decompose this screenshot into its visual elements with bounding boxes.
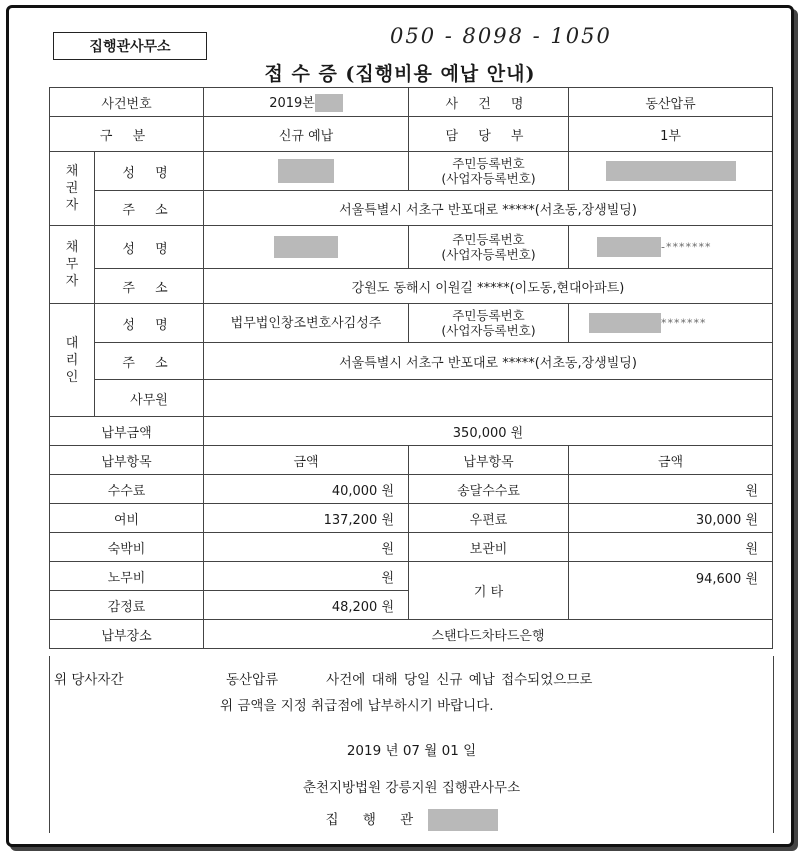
creditor-address-row (50, 191, 773, 226)
id-label-line1: 주민등록번호 (452, 308, 525, 323)
id-label-line2: (사업자등록번호) (441, 323, 536, 338)
place-value: 스탠다드차타드은행 (204, 620, 773, 649)
dept-value: 1부 (569, 117, 773, 152)
case-name-value: 동산압류 (569, 88, 773, 117)
redaction-box (428, 809, 498, 831)
payment-row-lodging (50, 533, 773, 562)
other-value: 94,600 원 (569, 562, 773, 620)
creditor-name-cell (204, 152, 409, 191)
debtor-address-label: 주 소 (95, 269, 204, 304)
item-header-2: 납부항목 (409, 446, 569, 475)
agent-staff-row (50, 380, 773, 417)
place-label: 납부장소 (50, 620, 204, 649)
agent-address-value: 서울특별시 서초구 반포대로 *****(서초동,장생빌딩) (204, 343, 773, 380)
case-number-cell (204, 88, 409, 117)
payment-place-row (50, 620, 773, 649)
payment-header-row (50, 446, 773, 475)
creditor-id-cell (569, 152, 773, 191)
id-label-line1: 주민등록번호 (452, 232, 525, 247)
appraisal-label: 감정료 (50, 591, 204, 620)
redaction-box (597, 237, 661, 257)
other-label: 기 타 (409, 562, 569, 620)
agent-staff-label: 사무원 (95, 380, 204, 417)
postage-label: 우편료 (409, 504, 569, 533)
agent-group-label: 대 리 인 (50, 304, 95, 417)
redaction-box (274, 236, 338, 258)
dept-label: 담 당 부 (409, 117, 569, 152)
debtor-group-label: 채 무 자 (50, 226, 95, 304)
agent-name-label: 성 명 (95, 304, 204, 343)
agent-address-label: 주 소 (95, 343, 204, 380)
redaction-box (589, 313, 661, 333)
payment-row-fee (50, 475, 773, 504)
notice-case-name: 동산압류 (226, 672, 279, 688)
id-label-line1: 주민등록번호 (452, 156, 525, 171)
debtor-name-row (50, 226, 773, 269)
debtor-address-value: 강원도 동해시 이원길 *****(이도동,현대아파트) (204, 269, 773, 304)
id-label-line2: (사업자등록번호) (441, 247, 536, 262)
labor-value: 원 (204, 562, 409, 591)
agent-staff-value (204, 380, 773, 417)
lodging-label: 숙박비 (50, 533, 204, 562)
creditor-address-label: 주 소 (95, 191, 204, 226)
agent-name-value: 법무법인창조변호사김성주 (204, 304, 409, 343)
notice-line-1 (226, 668, 592, 688)
debtor-id-label (409, 226, 569, 269)
officer-line (50, 808, 773, 831)
payment-row-labor (50, 562, 773, 591)
case-number-label: 사건번호 (50, 88, 204, 117)
document-title: 접 수 증 (집행비용 예납 안내) (264, 63, 536, 85)
fee-value: 40,000 원 (204, 475, 409, 504)
issue-date: 2019 년 07 월 01 일 (346, 743, 477, 759)
case-row-1 (50, 88, 773, 117)
storage-value: 원 (569, 533, 773, 562)
notice-line-2: 위 금액을 지정 취급점에 납부하시기 바랍니다. (220, 698, 494, 714)
payment-row-travel (50, 504, 773, 533)
creditor-group-label: 채 권 자 (50, 152, 95, 226)
total-row (50, 417, 773, 446)
case-number-value: 2019본 (269, 95, 315, 111)
item-header-1: 납부항목 (50, 446, 204, 475)
delivery-fee-value: 원 (569, 475, 773, 504)
lodging-value: 원 (204, 533, 409, 562)
creditor-id-label (409, 152, 569, 191)
postage-value: 30,000 원 (569, 504, 773, 533)
debtor-name-cell (204, 226, 409, 269)
case-row-2 (50, 117, 773, 152)
total-value: 350,000 원 (204, 417, 773, 446)
court-office: 춘천지방법원 강릉지원 집행관사무소 (302, 780, 521, 796)
handwritten-number: 050 - 8098 - 1050 (390, 24, 612, 48)
creditor-address-value: 서울특별시 서초구 반포대로 *****(서초동,장생빌딩) (204, 191, 773, 226)
id-label-line2: (사업자등록번호) (441, 171, 536, 186)
travel-label: 여비 (50, 504, 204, 533)
storage-label: 보관비 (409, 533, 569, 562)
debtor-id-cell (569, 226, 773, 269)
creditor-name-row (50, 152, 773, 191)
notice-line-1-rest: 사건에 대해 당일 신규 예납 접수되었으므로 (326, 672, 593, 688)
debtor-id-suffix: -******* (661, 240, 712, 254)
fee-label: 수수료 (50, 475, 204, 504)
division-label: 구 분 (50, 117, 204, 152)
agent-address-row (50, 343, 773, 380)
receipt-form-table (49, 87, 773, 649)
office-label-box: 집행관사무소 (53, 32, 207, 60)
case-name-label: 사 건 명 (409, 88, 569, 117)
party-label: 위 당사자간 (54, 672, 124, 688)
agent-name-row (50, 304, 773, 343)
division-value: 신규 예납 (204, 117, 409, 152)
redaction-box (315, 94, 343, 112)
amount-header-2: 금액 (569, 446, 773, 475)
notice-section (49, 656, 774, 833)
redaction-box (278, 159, 334, 183)
total-label: 납부금액 (50, 417, 204, 446)
debtor-address-row (50, 269, 773, 304)
creditor-name-label: 성 명 (95, 152, 204, 191)
labor-label: 노무비 (50, 562, 204, 591)
redaction-box (606, 161, 736, 181)
agent-id-cell (569, 304, 773, 343)
appraisal-value: 48,200 원 (204, 591, 409, 620)
delivery-fee-label: 송달수수료 (409, 475, 569, 504)
amount-header-1: 금액 (204, 446, 409, 475)
agent-id-suffix: ******* (661, 316, 707, 330)
agent-id-label (409, 304, 569, 343)
travel-value: 137,200 원 (204, 504, 409, 533)
officer-label: 집 행 관 (325, 812, 424, 828)
debtor-name-label: 성 명 (95, 226, 204, 269)
